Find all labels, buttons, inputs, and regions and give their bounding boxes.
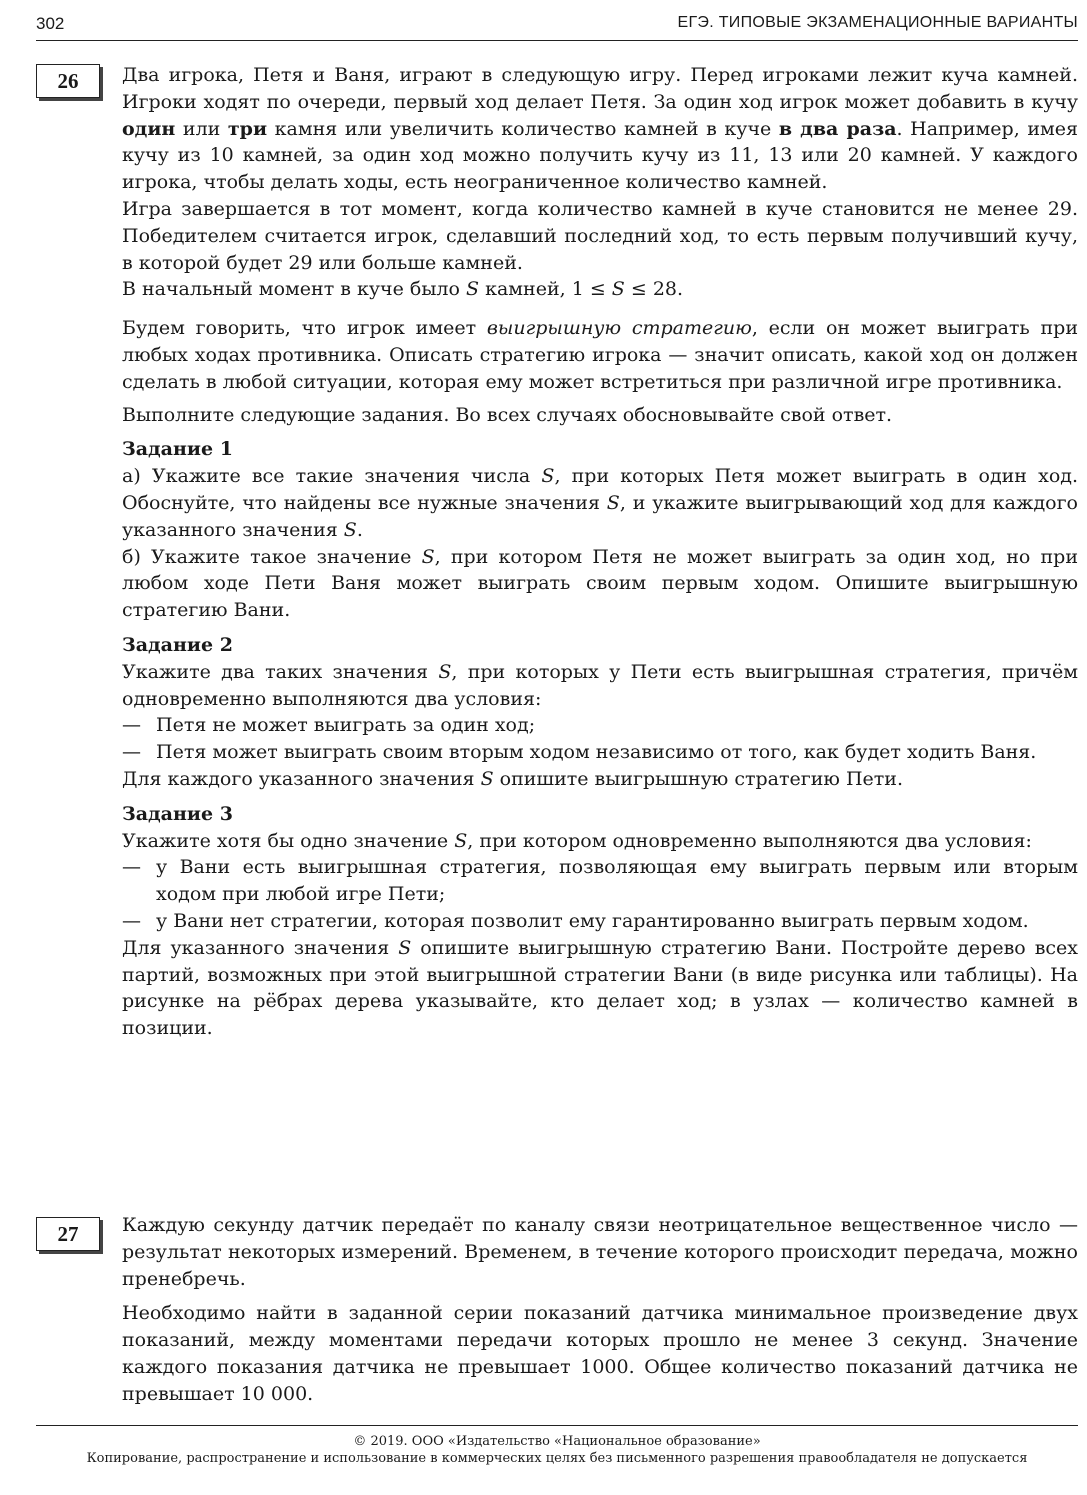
- subtask-1-heading: Задание 1: [122, 438, 233, 461]
- subtask-3-condition-1: — у Вани есть выигрышная стратегия, позволяющая ему выиграть первым или вторым ходом при любой игре Пети;: [122, 856, 1078, 906]
- subtask-2-condition-2: — Петя может выиграть своим вторым ходом независимо от того, как будет ходить Ваня.: [122, 741, 1037, 764]
- task-number-26: 26: [36, 64, 100, 98]
- footer-notice: Копирование, распространение и использование в коммерческих целях без письменного разрешения правообладателя не допускается: [86, 1451, 1028, 1466]
- task-number-27: 27: [36, 1217, 100, 1251]
- task-26-paragraph-strategy: Будем говорить, что игрок имеет выигрышную стратегию, если он может выиграть при любых ходах противника. Описать стратегию игрока — значит описать, какой ход он должен сделать в любой ситуации, которая ему может встретиться при различной игре противника.: [122, 317, 1078, 393]
- subtask-2-condition-1: — Петя не может выиграть за один ход;: [122, 714, 536, 737]
- subtask-3-condition-2: — у Вани нет стратегии, которая позволит ему гарантированно выиграть первым ходом.: [122, 909, 1029, 932]
- subtask-3-end: Для указанного значения S опишите выигрышную стратегию Вани. Постройте дерево всех партий, возможных при этой выигрышной стратегии Вани (в виде рисунка или таблицы). На рисунке на рёбрах дерева указывайте, кто делает ход; в узлах — количество камней в позиции.: [122, 936, 1079, 1040]
- running-title: ЕГЭ. ТИПОВЫЕ ЭКЗАМЕНАЦИОННЫЕ ВАРИАНТЫ: [677, 14, 1078, 31]
- subtask-3-text: Укажите хотя бы одно значение S, при котором одновременно выполняются два условия:: [122, 829, 1032, 852]
- footer-copyright: © 2019. ООО «Издательство «Национальное образование»: [353, 1434, 761, 1449]
- page-header: [36, 8, 1078, 38]
- task-26-body: [122, 62, 1078, 1042]
- footer-divider: [36, 1425, 1078, 1426]
- subtask-2-text: Укажите два таких значения S, при которых у Пети есть выигрышная стратегия, причём одновременно выполняются два условия:: [122, 660, 1078, 710]
- task-26-paragraph-rules: Два игрока, Петя и Ваня, играют в следующую игру. Перед игроками лежит куча камней. Игроки ходят по очереди, первый ход делает Петя. За один ход игрок может добавить в кучу один или три камня или увеличить количество камней в куче в два раза. Например, имея кучу из 10 камней, за один ход можно получить кучу из 11, 13 или 20 камней. У каждого игрока, чтобы делать ходы, есть неограниченное количество камней.: [122, 64, 1078, 194]
- subtask-2-heading: Задание 2: [122, 633, 233, 656]
- task-27-paragraph-1: Каждую секунду датчик передаёт по каналу связи неотрицательное вещественное число — результат некоторых измерений. Временем, в течение которого происходит передача, можно пренебречь.: [122, 1214, 1078, 1290]
- task-27-body: [122, 1212, 1078, 1408]
- subtask-1a: а) Укажите все такие значения числа S, при которых Петя может выиграть в один ход. Обоснуйте, что найдены все нужные значения S, и укажите выигрывающий ход для каждого указанного значения S.: [122, 465, 1079, 541]
- page-number: 302: [36, 14, 65, 33]
- subtask-2-end: Для каждого указанного значения S опишите выигрышную стратегию Пети.: [122, 767, 903, 790]
- task-26-paragraph-end: Игра завершается в тот момент, когда количество камней в куче становится не менее 29. Победителем считается игрок, сделавший последний ход, то есть первым получивший кучу, в которой будет 29 или больше камней.: [122, 197, 1078, 274]
- task-26-paragraph-instructions: Выполните следующие задания. Во всех случаях обосновывайте свой ответ.: [122, 403, 893, 426]
- header-divider: [36, 40, 1078, 41]
- task-27-paragraph-2: Необходимо найти в заданной серии показаний датчика минимальное произведение двух показаний, между моментами передачи которых прошло не менее 3 секунд. Значение каждого показания датчика не превышает 1000. Общее количество показаний датчика не превышает 10 000.: [122, 1302, 1078, 1405]
- subtask-1b: б) Укажите такое значение S, при котором Петя не может выиграть за один ход, но при любом ходе Пети Ваня может выиграть своим первым ходом. Опишите выигрышную стратегию Вани.: [122, 545, 1079, 622]
- subtask-3-heading: Задание 3: [122, 802, 233, 825]
- task-26-paragraph-start: В начальный момент в куче было S камней, 1 ≤ S ≤ 28.: [122, 278, 684, 301]
